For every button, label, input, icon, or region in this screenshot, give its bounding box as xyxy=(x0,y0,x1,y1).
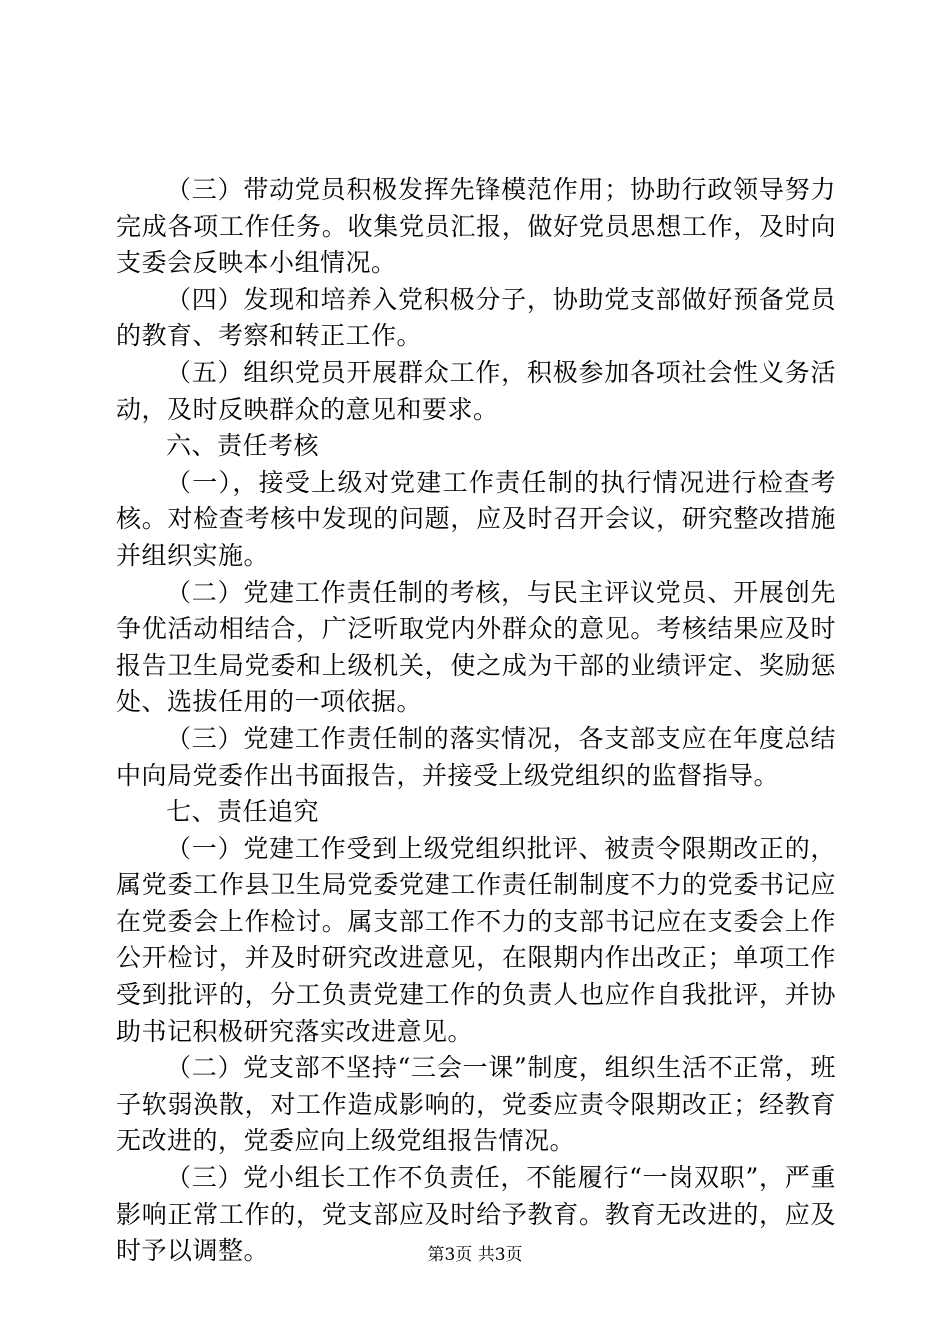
paragraph-assessment-2: （二）党建工作责任制的考核，与民主评议党员、开展创先争优活动相结合，广泛听取党内外群众的意见。考核结果应及时报告卫生局党委和上级机关，使之成为干部的业绩评定、奖励惩处、选拔任用的一项依据。 xyxy=(116,577,836,717)
paragraph-accountability-1: （一）党建工作受到上级党组织批评、被责令限期改正的，属党委工作县卫生局党委党建工作责任制制度不力的党委书记应在党委会上作检讨。属支部工作不力的支部书记应在支委会上作公开检讨，并及时研究改进意见，在限期内作出改正；单项工作受到批评的，分工负责党建工作的负责人也应作自我批评，并协助书记积极研究落实改进意见。 xyxy=(116,833,836,1046)
paragraph-accountability-2: （二）党支部不坚持“三会一课”制度，组织生活不正常，班子软弱涣散，对工作造成影响的，党委应责令限期改正；经教育无改进的，党委应向上级党组报告情况。 xyxy=(116,1053,836,1156)
section-heading-responsibility-assessment: 六、责任考核 xyxy=(166,431,320,461)
paragraph-5: （五）组织党员开展群众工作，积极参加各项社会性义务活动，及时反映群众的意见和要求。 xyxy=(116,357,836,424)
paragraph-assessment-1: （一），接受上级对党建工作责任制的执行情况进行检查考核。对检查考核中发现的问题，应及时召开会议，研究整改措施并组织实施。 xyxy=(116,467,836,570)
section-heading-accountability: 七、责任追究 xyxy=(166,797,320,827)
paragraph-3: （三）带动党员积极发挥先锋模范作用；协助行政领导努力完成各项工作任务。收集党员汇报，做好党员思想工作，及时向支委会反映本小组情况。 xyxy=(116,175,836,278)
page-number-footer: 第3页 共3页 xyxy=(427,1245,523,1265)
paragraph-accountability-3: （三）党小组长工作不负责任，不能履行“一岗双职”，严重影响正常工作的，党支部应及时给予教育。教育无改进的，应及时予以调整。 xyxy=(116,1163,836,1266)
document-body xyxy=(116,172,836,1270)
paragraph-assessment-3: （三）党建工作责任制的落实情况，各支部支应在年度总结中向局党委作出书面报告，并接受上级党组织的监督指导。 xyxy=(116,723,836,790)
paragraph-4: （四）发现和培养入党积极分子，协助党支部做好预备党员的教育、考察和转正工作。 xyxy=(116,284,836,351)
